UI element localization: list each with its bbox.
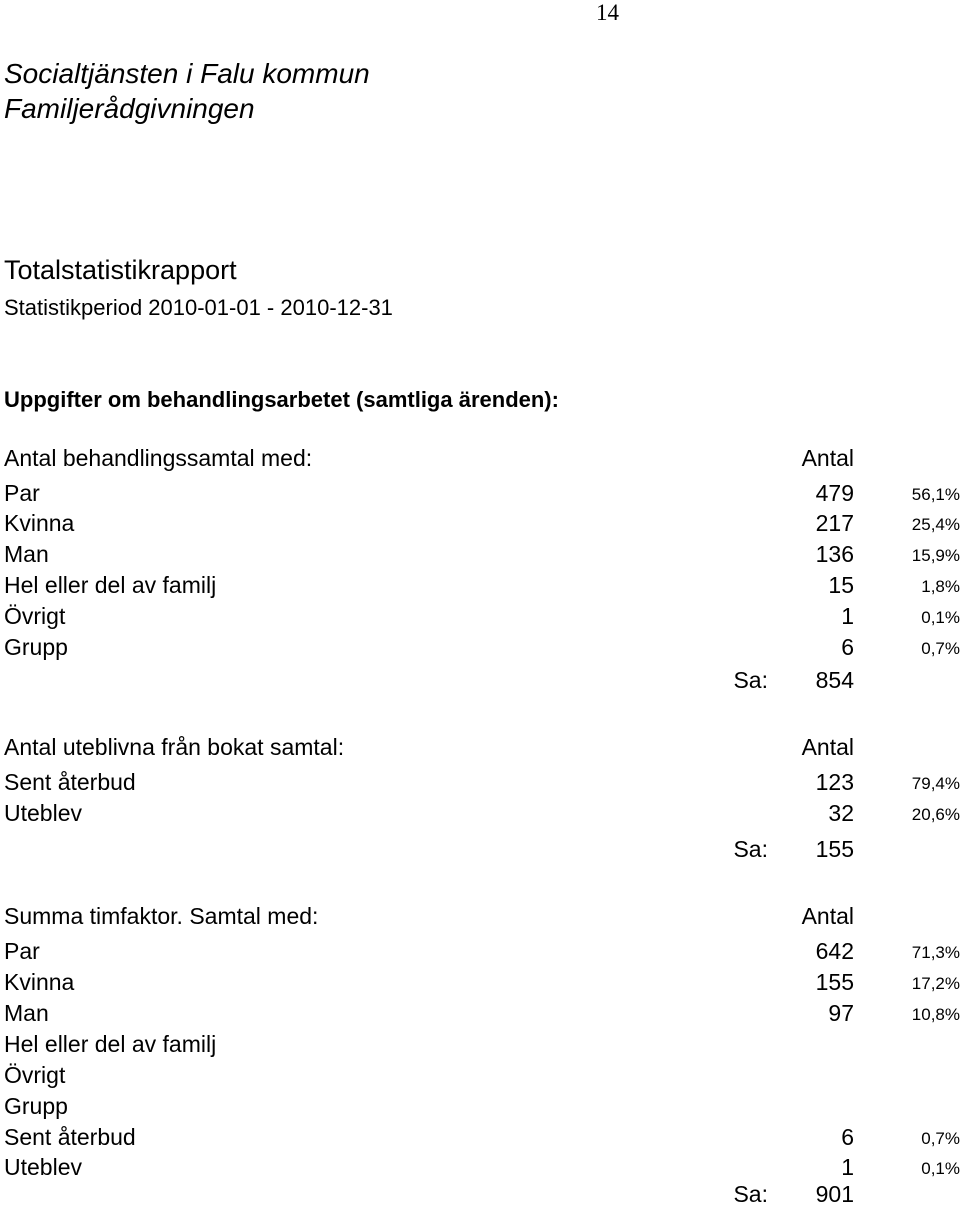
row-value: 1 xyxy=(841,603,854,629)
sum-label: Sa: xyxy=(733,1181,768,1207)
row-value: 32 xyxy=(828,800,854,826)
table-row xyxy=(0,569,960,601)
row-label: Kvinna xyxy=(4,510,75,536)
table-row xyxy=(0,538,960,570)
row-label: Sent återbud xyxy=(4,769,136,795)
table-header xyxy=(0,442,960,474)
table-row xyxy=(0,966,960,998)
sum-label: Sa: xyxy=(733,667,768,693)
table-header xyxy=(0,731,960,763)
sum-value: 901 xyxy=(815,1181,854,1207)
row-label: Hel eller del av familj xyxy=(4,572,217,598)
table-row xyxy=(0,997,960,1029)
table-header-value: Antal xyxy=(801,903,854,929)
row-label: Par xyxy=(4,938,40,964)
table-header-label: Antal behandlingssamtal med: xyxy=(4,445,313,471)
sum-value: 155 xyxy=(815,836,854,862)
row-label: Uteblev xyxy=(4,1154,82,1180)
row-percent: 20,6% xyxy=(911,805,960,824)
row-value: 155 xyxy=(815,969,854,995)
row-label: Hel eller del av familj xyxy=(4,1031,217,1057)
row-label: Övrigt xyxy=(4,1062,66,1088)
table-row xyxy=(0,1121,960,1153)
row-percent: 71,3% xyxy=(911,943,960,962)
row-value: 6 xyxy=(841,1124,854,1150)
statistics-period: Statistikperiod 2010-01-01 - 2010-12-31 xyxy=(4,295,393,320)
row-percent: 25,4% xyxy=(911,515,960,534)
row-percent: 0,7% xyxy=(921,639,960,658)
row-percent: 15,9% xyxy=(911,546,960,565)
table-row xyxy=(0,1059,960,1091)
table-row xyxy=(0,1028,960,1060)
row-percent: 56,1% xyxy=(911,485,960,504)
row-value: 97 xyxy=(828,1000,854,1026)
row-value: 123 xyxy=(815,769,854,795)
table-header-value: Antal xyxy=(801,734,854,760)
sum-value: 854 xyxy=(815,667,854,693)
organization-name: Socialtjänsten i Falu kommun xyxy=(4,58,370,89)
table-header-value: Antal xyxy=(801,445,854,471)
department-name: Familjerådgivningen xyxy=(4,93,255,124)
table-row xyxy=(0,631,960,663)
row-percent: 0,7% xyxy=(921,1129,960,1148)
table-header-label: Antal uteblivna från bokat samtal: xyxy=(4,734,345,760)
row-label: Grupp xyxy=(4,1093,68,1119)
table-sum-row xyxy=(0,664,960,696)
table-row xyxy=(0,477,960,509)
row-value: 217 xyxy=(815,510,854,536)
row-percent: 0,1% xyxy=(921,1159,960,1178)
section-heading: Uppgifter om behandlingsarbetet (samtliga ärenden): xyxy=(4,387,559,412)
table-row xyxy=(0,766,960,798)
row-percent: 1,8% xyxy=(921,577,960,596)
row-label: Grupp xyxy=(4,634,68,660)
row-value: 136 xyxy=(815,541,854,567)
page-number: 14 xyxy=(596,0,619,25)
row-percent: 17,2% xyxy=(911,974,960,993)
table-row xyxy=(0,600,960,632)
table-sum-row xyxy=(0,1178,960,1210)
row-percent: 79,4% xyxy=(911,774,960,793)
table-header-label: Summa timfaktor. Samtal med: xyxy=(4,903,319,929)
table-row xyxy=(0,797,960,829)
table-header xyxy=(0,900,960,932)
table-row xyxy=(0,507,960,539)
row-value: 1 xyxy=(841,1154,854,1180)
report-title: Totalstatistikrapport xyxy=(4,255,237,285)
row-value: 479 xyxy=(815,480,854,506)
row-label: Sent återbud xyxy=(4,1124,136,1150)
row-value: 15 xyxy=(828,572,854,598)
row-label: Par xyxy=(4,480,40,506)
table-row xyxy=(0,935,960,967)
row-value: 642 xyxy=(815,938,854,964)
row-label: Man xyxy=(4,1000,49,1026)
sum-label: Sa: xyxy=(733,836,768,862)
row-label: Man xyxy=(4,541,49,567)
row-label: Uteblev xyxy=(4,800,82,826)
row-label: Övrigt xyxy=(4,603,66,629)
row-percent: 10,8% xyxy=(911,1005,960,1024)
row-label: Kvinna xyxy=(4,969,75,995)
row-value: 6 xyxy=(841,634,854,660)
table-row xyxy=(0,1090,960,1122)
row-percent: 0,1% xyxy=(921,608,960,627)
table-sum-row xyxy=(0,833,960,865)
